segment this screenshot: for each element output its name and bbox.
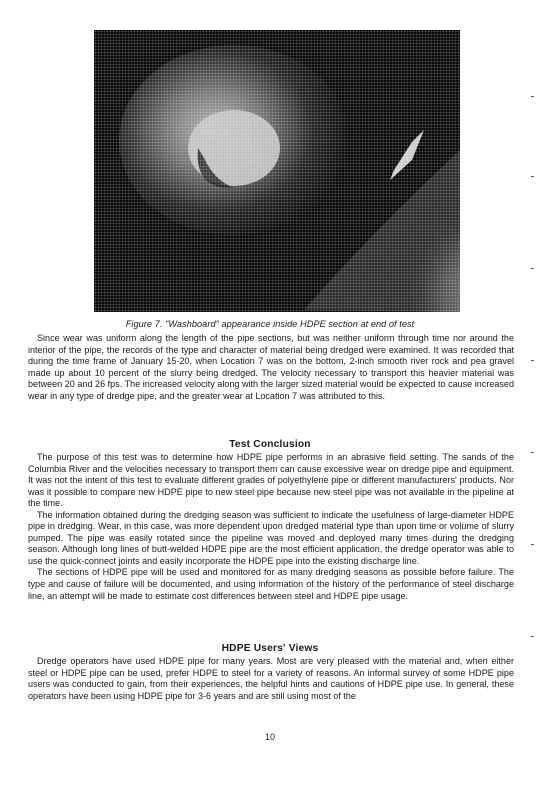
figure-7-photograph	[94, 30, 460, 312]
margin-mark	[531, 268, 534, 269]
margin-mark	[531, 360, 534, 361]
margin-mark	[531, 176, 534, 177]
users-views-paragraph: Dredge operators have used HDPE pipe for many years. Most are very pleased with the material and, when either steel or HDPE pipe can be used, prefer HDPE to steel for a variety of reasons. An informal survey of some HDPE pipe users was conducted to gain, from their experiences, the helpful hints and cautions of HDPE pipe use. In general, these operators have been using HDPE pipe for 3-6 years and are still using most of the	[28, 656, 514, 701]
test-conclusion-paragraph-2: The information obtained during the dredging season was sufficient to indicate the usefulness of large-diameter HDPE pipe in dredging. Wear, in this case, was more dependent upon dredged material type than upon time or volume of slurry pumped. The pipe was easily rotated since the pipeline was moved and deployed many times during the dredging season. Although long lines of butt-welded HDPE pipe are the most efficient application, the dredge operator was able to use the quick-connect joints and easily incorporate the HDPE pipe into the existing discharge line.	[28, 509, 514, 566]
test-conclusion-paragraph-1: The purpose of this test was to determine how HDPE pipe performs in an abrasive field setting. The sands of the Columbia River and the velocities necessary to transport them can cause excessive wear on dredge pipe and equipment. It was not the intent of this test to evaluate different grades of polyethylene pipe or different manufacturers' products. Nor was it possible to compare new HDPE pipe to new steel pipe because new steel pipe was not available in the pipeline at the time.	[28, 452, 514, 509]
margin-mark	[531, 452, 534, 453]
intro-section	[28, 333, 514, 402]
test-conclusion-section	[28, 452, 514, 602]
users-views-heading: HDPE Users' Views	[221, 643, 319, 654]
test-conclusion-paragraph-3: The sections of HDPE pipe will be used and monitored for as many dredging seasons as possible before failure. The type and cause of failure will be documented, and using information of the history of the performance of steel discharge line, an attempt will be made to estimate cost differences between steel and HDPE pipe usage.	[28, 567, 514, 601]
intro-paragraph: Since wear was uniform along the length of the pipe sections, but was neither uniform through time nor around the interior of the pipe, the records of the type and character of material being dredged were examined. It was recorded that during the time frame of January 15-20, when Location 7 was on the bottom, 2-inch smooth river rock and pea gravel made up about 10 percent of the slurry being dredged. The velocity necessary to transport this heavier material was between 20 and 26 fps. The increased velocity along with the larger sized material would be expected to cause increased wear in any type of dredge pipe, and the greater wear at Location 7 was attributed to this.	[28, 333, 514, 401]
figure-caption: Figure 7. "Washboard" appearance inside HDPE section at end of test	[125, 319, 415, 329]
margin-mark	[531, 544, 534, 545]
margin-mark	[531, 96, 534, 97]
users-views-section	[28, 656, 514, 702]
page-number: 10	[264, 732, 275, 742]
margin-mark	[531, 636, 534, 637]
test-conclusion-heading: Test Conclusion	[229, 439, 311, 450]
